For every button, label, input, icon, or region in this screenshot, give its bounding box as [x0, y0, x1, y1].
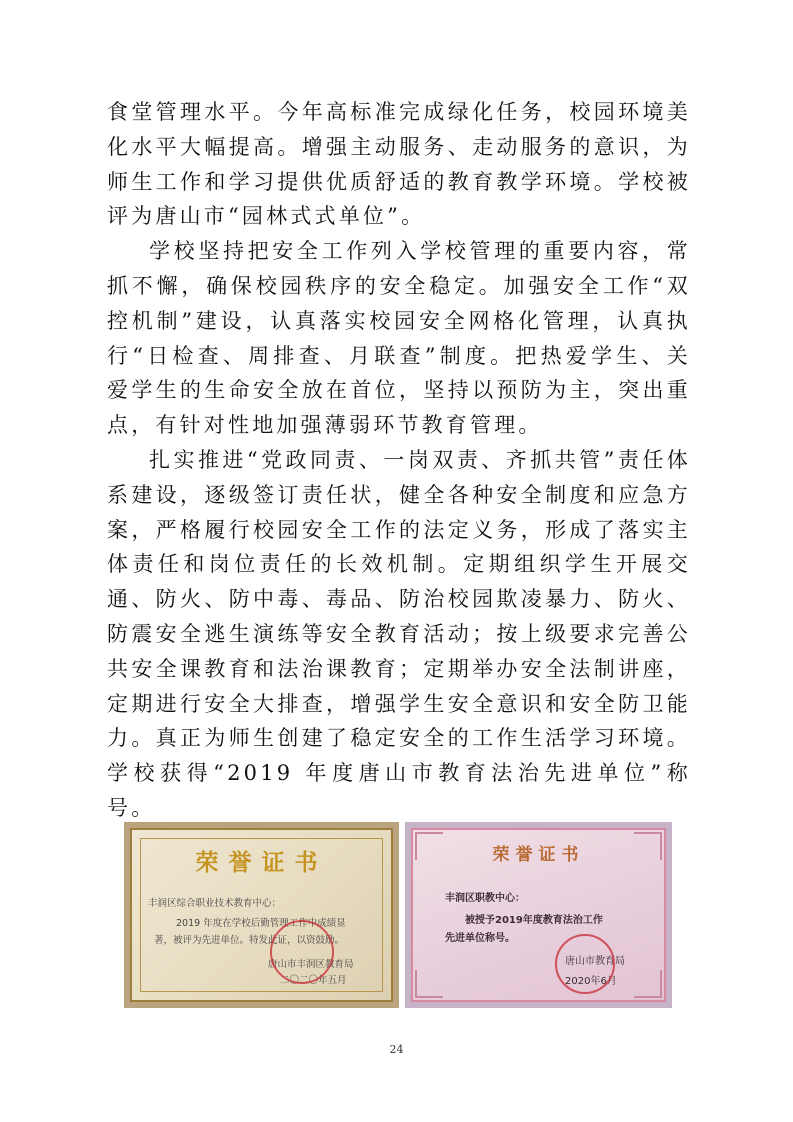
certificate-issuer: 唐山市丰润区教育局	[268, 959, 354, 970]
certificate-text-line: 著，被评为先进单位。特发此证，以资鼓励。	[154, 935, 345, 946]
certificate-right-photo	[405, 822, 672, 1008]
paragraph-3: 扎实推进“党政同责、一岗双责、齐抓共管”责任体系建设，逐级签订责任状，健全各种安全制度和应急方案，严格履行校园安全工作的法定义务，形成了落实主体责任和岗位责任的长效机制。定期组织学生开展交通、防火、防中毒、毒品、防治校园欺凌暴力、防火、防震安全逃生演练等安全教育活动；按上级要求完善公共安全课教育和法治课教育；定期举办安全法制讲座，定期进行安全大排查，增强学生安全意识和安全防卫能力。真正为师生创建了稳定安全的工作生活学习环境。学校获得“2019 年度唐山市教育法治先进单位”称号。	[107, 447, 691, 820]
paragraph-1: 食堂管理水平。今年高标准完成绿化任务，校园环境美化水平大幅提高。增强主动服务、走动服务的意识，为师生工作和学习提供优质舒适的教育教学环境。学校被评为唐山市“园林式式单位”。	[107, 100, 691, 229]
certificate-title: 荣誉证书	[492, 845, 585, 865]
paragraph-2: 学校坚持把安全工作列入学校管理的重要内容，常抓不懈，确保校园秩序的安全稳定。加强安全工作“双控机制”建设，认真落实校园安全网格化管理，认真执行“日检查、周排查、月联查”制度。把热爱学生、关爱学生的生命安全放在首位，坚持以预防为主，突出重点，有针对性地加强薄弱环节教育管理。	[107, 239, 691, 438]
certificate-recipient: 丰润区职教中心：	[445, 893, 525, 904]
certificate-text-line: 先进单位称号。	[445, 933, 515, 944]
page-number: 24	[389, 1043, 404, 1056]
certificate-date: 2020年6月	[565, 976, 617, 987]
certificate-issuer: 唐山市教育局	[565, 956, 625, 967]
certificate-date: 二〇二〇年五月	[280, 975, 347, 986]
corner-ornament-icon	[634, 970, 662, 998]
body-text	[107, 95, 691, 826]
certificate-text-line: 被授予2019年度教育法治工作	[465, 915, 603, 926]
certificate-title: 荣誉证书	[195, 849, 328, 876]
certificate-photos	[124, 822, 672, 1008]
certificate-left-photo	[124, 822, 399, 1008]
certificate-text-line: 2019 年度在学校后勤管理工作中成绩显	[176, 918, 346, 929]
official-seal-icon	[270, 920, 334, 984]
certificate-recipient: 丰润区综合职业技术教育中心：	[148, 898, 282, 909]
corner-ornament-icon	[415, 970, 443, 998]
official-seal-icon	[555, 934, 615, 994]
